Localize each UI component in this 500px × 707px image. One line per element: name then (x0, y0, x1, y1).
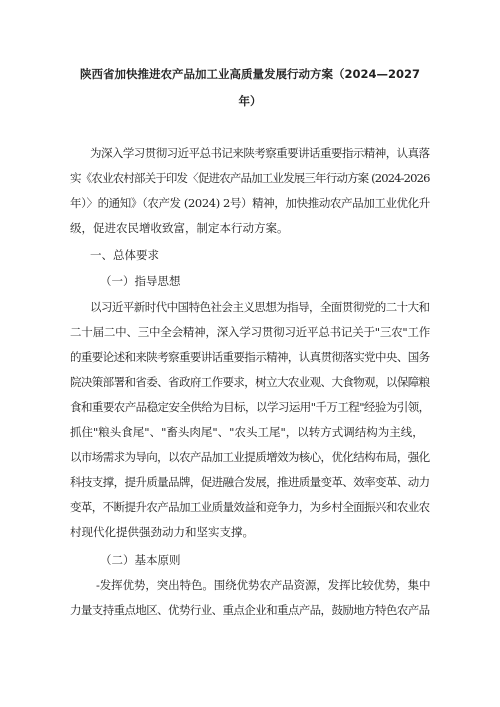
document-title-line-1: 陕西省加快推进农产品加工业高质量发展行动方案（2024—2027 (79, 67, 420, 81)
guiding-line-2: 二十届二中、三中全会精神，深入学习贯彻习近平总书记关于"三农"工作 (70, 325, 431, 339)
guiding-line-5: 食和重要农产品稳定安全供给为目标，以学习运用"千万工程"经验为引领， (70, 400, 430, 414)
principles-line-2: 力量支持重点地区、优势行业、重点企业和重点产品，鼓励地方特色农产品 (70, 603, 430, 617)
guiding-line-1: 以习近平新时代中国特色社会主义思想为指导，全面贯彻党的二十大和 (90, 300, 430, 314)
guiding-line-8: 科技支撑，提升质量品牌，促进融合发展，推进质量变革、效率变革、动力 (70, 475, 430, 489)
subsection-1-heading: （一）指导思想 (100, 274, 181, 288)
intro-line-1: 为深入学习贯彻习近平总书记来陕考察重要讲话重要指示精神，认真落 (90, 146, 430, 160)
principles-line-1: -发挥优势，突出特色。围绕优势农产品资源，发挥比较优势，集中 (96, 578, 431, 592)
intro-line-2: 实《农业农村部关于印发〈促进农产品加工业发展三年行动方案 (2024-2026 (70, 171, 430, 185)
guiding-line-6: 抓住"粮头食尾"、"畜头肉尾"、"农头工尾"，以转方式调结构为主线， (70, 425, 424, 439)
subsection-2-heading: （二）基本原则 (100, 553, 181, 567)
guiding-line-7: 以市场需求为导向，以农产品加工业提质增效为核心，优化结构布局，强化 (70, 450, 430, 464)
intro-line-3: 年）〉的通知》（农产发 (2024) 2号）精神，加快推动农产品加工业优化升 (70, 196, 430, 210)
guiding-line-4: 院决策部署和省委、省政府工作要求，树立大农业观、大食物观，以保障粮 (70, 375, 430, 389)
section-1-heading: 一、总体要求 (90, 248, 159, 262)
guiding-line-10: 村现代化提供强劲动力和坚实支撑。 (70, 525, 254, 539)
guiding-line-3: 的重要论述和来陕考察重要讲话重要指示精神，认真贯彻落实党中央、国务 (70, 350, 430, 364)
guiding-line-9: 变革，不断提升农产品加工业质量效益和竞争力，为乡村全面振兴和农业农 (70, 500, 430, 514)
document-title-line-2: 年） (238, 94, 262, 108)
intro-line-4: 级，促进农民增收致富，制定本行动方案。 (70, 221, 289, 235)
